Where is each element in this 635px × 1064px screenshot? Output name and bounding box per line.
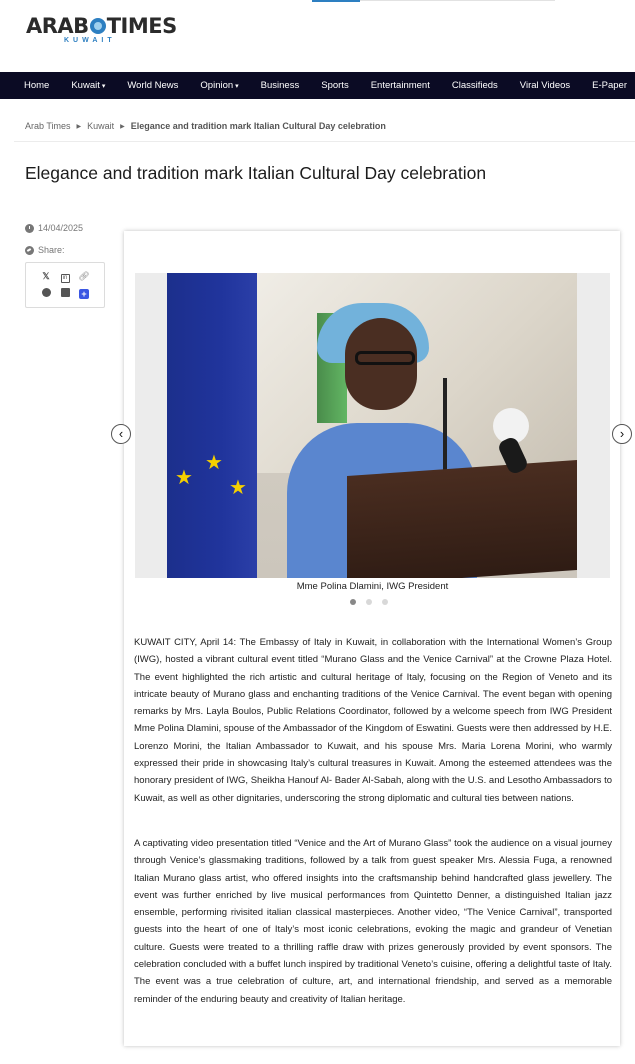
- share-label: [25, 245, 65, 255]
- nav-item-viral-videos[interactable]: [509, 80, 581, 91]
- chevron-down-icon: ▾: [101, 83, 106, 90]
- site-logo[interactable]: [26, 12, 177, 46]
- breadcrumb-section[interactable]: Kuwait: [87, 121, 115, 131]
- star-icon: ★: [175, 467, 193, 489]
- site-header: [0, 0, 635, 72]
- linkedin-icon[interactable]: in: [59, 270, 71, 282]
- logo-text-right: TIMES: [106, 14, 177, 38]
- podium: [347, 460, 577, 578]
- x-icon[interactable]: 𝕏: [42, 271, 50, 281]
- globe-icon: [90, 18, 106, 34]
- nav-item-kuwait[interactable]: [60, 80, 116, 91]
- nav-item-label: Opinion: [200, 80, 234, 91]
- top-accent-bar: [312, 0, 360, 2]
- nav-item-label: Kuwait: [71, 80, 100, 91]
- slider-dot[interactable]: [366, 599, 372, 605]
- nav-item-label: Sports: [321, 80, 349, 91]
- nav-item-world-news[interactable]: [116, 80, 189, 91]
- share-label-text: Share:: [38, 245, 65, 255]
- nav-item-opinion[interactable]: [189, 80, 249, 91]
- chevron-down-icon: ▾: [235, 83, 239, 90]
- nav-item-entertainment[interactable]: [360, 80, 441, 91]
- nav-item-e-paper[interactable]: [581, 80, 635, 91]
- nav-item-label: Business: [260, 80, 300, 91]
- nav-item-label: Home: [24, 80, 50, 91]
- share-icon: [25, 246, 34, 255]
- nav-item-sports[interactable]: [310, 80, 359, 91]
- logo-text-left: ARAB: [26, 14, 89, 38]
- nav-item-label: Entertainment: [370, 80, 430, 91]
- breadcrumb-home[interactable]: Arab Times: [25, 121, 71, 131]
- nav-item-business[interactable]: [250, 80, 311, 91]
- nav-item-label: World News: [127, 80, 179, 91]
- nav-item-label: Classifieds: [451, 80, 498, 91]
- nav-item-label: E-Paper: [592, 80, 628, 91]
- star-icon: ★: [229, 477, 247, 499]
- whatsapp-icon[interactable]: [40, 288, 52, 300]
- breadcrumb: [25, 121, 386, 131]
- breadcrumb-arrow-icon: ▶: [120, 123, 125, 130]
- breadcrumb-arrow-icon: ▶: [76, 123, 82, 130]
- page-title: Elegance and tradition mark Italian Cultural Day celebration: [25, 163, 487, 183]
- slide-caption: Mme Polina Dlamini, IWG President: [296, 581, 449, 592]
- publish-date-text: 14/04/2025: [38, 223, 84, 233]
- slider-prev-button[interactable]: ‹: [111, 424, 131, 444]
- top-divider-line: [360, 0, 555, 1]
- slider-next-button[interactable]: ›: [612, 424, 632, 444]
- nav-item-home[interactable]: [0, 80, 60, 91]
- logo-wordmark: [26, 14, 177, 38]
- clock-icon: [25, 224, 34, 233]
- main-nav: [0, 72, 635, 99]
- breadcrumb-current: Elegance and tradition mark Italian Cultural Day celebration: [130, 121, 386, 131]
- link-icon[interactable]: 🔗︎: [78, 271, 90, 281]
- podium-microphone: [443, 378, 447, 473]
- eu-flag: [167, 273, 257, 578]
- logo-subtitle: KUWAIT: [64, 37, 116, 44]
- article-paragraph: KUWAIT CITY, April 14: The Embassy of Italy in Kuwait, in collaboration with the International Women’s Group (IWG), hosted a vibrant cultural event titled “Murano Glass and the Venice Carnival” at the Crowne Plaza Hotel. The event highlighted the rich artistic and cultural heritage of Italy, focusing on the Region of Veneto and its intricate beauty of Murano glass and enchanting traditions of the Venice Carnival. The event began with opening remarks by Mrs. Layla Boulos, Public Relations Coordinator, followed by a welcome speech from IWG President Mme Polina Dlamini, spouse of the Ambassador of the Kingdom of Eswatini. Guests were then addressed by H.E. Lorenzo Morini, the Italian Ambassador to Kuwait, and his spouse Mrs. Maria Lorena Morini, who warmly expressed their pride in showcasing Italy’s cultural treasures in Kuwait. Among the esteemed attendees was the honorary president of IWG, Sheikha Hanouf Al- Bader Al-Sabah, along with the U.S. and Lesotho Ambassadors to Kuwait, as well as other dignitaries, underscoring the strong diplomatic and cultural ties between nations.: [134, 637, 612, 804]
- slider-dot[interactable]: [382, 599, 388, 605]
- facebook-icon[interactable]: [59, 288, 71, 300]
- nav-item-classifieds[interactable]: [441, 80, 509, 91]
- share-box: [25, 262, 105, 308]
- publish-date: [25, 223, 83, 233]
- nav-item-label: Viral Videos: [519, 80, 571, 91]
- image-slider[interactable]: [135, 273, 610, 578]
- slider-dot[interactable]: [350, 599, 356, 605]
- plus-icon[interactable]: +: [78, 288, 90, 300]
- speaker-glasses: [355, 351, 415, 365]
- slider-dots: [350, 599, 388, 605]
- article-paragraph: A captivating video presentation titled “Venice and the Art of Murano Glass” took the audience on a visual journey through Venice’s glassmaking traditions, followed by a talk from guest speaker Mrs. Alessia Fuga, a renowned Italian Murano glass artist, who offered insights into the craftsmanship behind handcrafted glass jewellery. The event was further enriched by live musical performances from Quintetto Denner, a distinguished Italian jazz ensemble, performing rivisited italian classical masterpieces. Another video, “The Venice Carnival”, transported guests into the heart of one of Italy’s most iconic celebrations, evoking the magic and grandeur of Venetian culture. Guests were treated to a thrilling raffle draw with prizes generously provided by event sponsors. The celebration concluded with a buffet lunch inspired by traditional Veneto’s cuisine, offering a delightful taste of Italy. The event was a true celebration of culture, art, and international friendship, and served as a memorable reminder of the enduring beauty and creativity of Italian heritage.: [134, 838, 612, 1005]
- star-icon: ★: [205, 452, 223, 474]
